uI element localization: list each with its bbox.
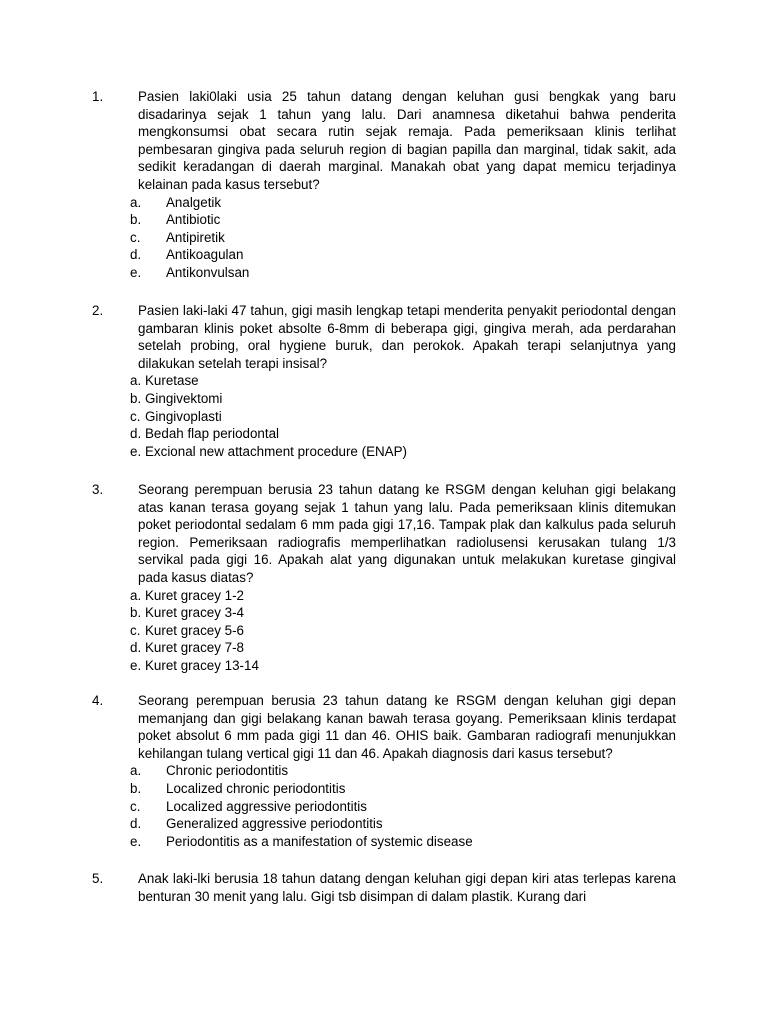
- option-text: Kuretase: [145, 373, 199, 389]
- option-text: Kuret gracey 1-2: [145, 587, 244, 603]
- question-text: Seorang perempuan berusia 23 tahun datang ke RSGM dengan keluhan gigi depan memanjang dan gigi belakang kanan bawah terasa goyang. Pemeriksaan klinis terdapat poket absolut 6 mm pada gigi 11 dan 46. OHIS baik. Gambaran radiografi menunjukkan kehilangan tulang vertical gigi 11 dan 46. Apakah diagnosis dari kasus tersebut?: [138, 693, 676, 761]
- option-text: Kuret gracey 7-8: [145, 640, 244, 656]
- question-3: [92, 481, 676, 675]
- question-text: Pasien laki-laki 47 tahun, gigi masih lengkap tetapi menderita penyakit periodontal dengan gambaran klinis poket absolte 6-8mm di beberapa gigi, gingiva merah, ada perdarahan setelah probing, oral hygiene buruk, dan perokok. Apakah terapi selanjutnya yang dilakukan setelah terapi insisal?: [138, 303, 676, 371]
- question-number: 1.: [92, 89, 104, 104]
- option-label: d.: [130, 640, 142, 656]
- option-e: [92, 657, 676, 675]
- option-text: Chronic periodontitis: [166, 763, 289, 779]
- question-4: [92, 692, 676, 850]
- option-label: a.: [130, 587, 142, 603]
- option-text: Antibiotic: [166, 212, 221, 228]
- option-a: [92, 372, 676, 390]
- option-e: [92, 443, 676, 461]
- option-a: [92, 762, 676, 780]
- option-c: [92, 622, 676, 640]
- option-text: Periodontitis as a manifestation of systemic disease: [166, 833, 473, 849]
- option-a: [92, 587, 676, 605]
- question-1: [92, 88, 676, 282]
- option-label: c.: [130, 229, 141, 245]
- option-label: e.: [130, 264, 142, 280]
- option-text: Kuret gracey 5-6: [145, 622, 244, 638]
- option-text: Excional new attachment procedure (ENAP): [145, 443, 407, 459]
- option-b: [92, 211, 676, 229]
- option-label: b.: [130, 605, 142, 621]
- question-number: 5.: [92, 871, 104, 886]
- option-text: Gingivektomi: [145, 390, 223, 406]
- option-label: a.: [130, 763, 142, 779]
- option-text: Gingivoplasti: [145, 408, 222, 424]
- option-label: d.: [130, 426, 142, 442]
- question-text: Pasien laki0laki usia 25 tahun datang dengan keluhan gusi bengkak yang baru disadarinya sejak 1 tahun yang lalu. Dari anamnesa diketahui bahwa penderita mengkonsumsi obat secara rutin sejak remaja. Pada pemeriksaan klinis terlihat pembesaran gingiva pada seluruh region di bagian papilla dan marginal, tidak sakit, ada sedikit keradangan di daerah marginal. Manakah obat yang dapat memicu terjadinya kelainan pada kasus tersebut?: [138, 89, 676, 192]
- option-text: Kuret gracey 3-4: [145, 605, 244, 621]
- option-b: [92, 390, 676, 408]
- option-e: [92, 833, 676, 851]
- option-d: [92, 815, 676, 833]
- option-label: e.: [130, 833, 142, 849]
- question-text: Seorang perempuan berusia 23 tahun datang ke RSGM dengan keluhan gigi belakang atas kanan terasa goyang sejak 1 tahun yang lalu. Pada pemeriksaan klinis ditemukan poket periodontal sedalam 6 mm pada gigi 17,16. Tampak plak dan kalkulus pada seluruh region. Pemeriksaan radiografis memperlihatkan radiolusensi kerusakan tulang 1/3 servikal pada gigi 16. Apakah alat yang digunakan untuk melakukan kuretase gingival pada kasus diatas?: [138, 482, 676, 585]
- option-b: [92, 780, 676, 798]
- option-text: Antikoagulan: [166, 247, 244, 263]
- option-text: Analgetik: [166, 194, 222, 210]
- option-label: c.: [130, 798, 141, 814]
- option-label: e.: [130, 657, 142, 673]
- question-text: Anak laki-lki berusia 18 tahun datang dengan keluhan gigi depan kiri atas terlepas karena benturan 30 menit yang lalu. Gigi tsb disimpan di dalam plastik. Kurang dari: [138, 871, 676, 904]
- option-d: [92, 639, 676, 657]
- option-label: a.: [130, 194, 142, 210]
- option-label: b.: [130, 780, 142, 796]
- option-label: b.: [130, 212, 142, 228]
- question-2: [92, 302, 676, 460]
- option-label: d.: [130, 816, 142, 832]
- option-a: [92, 194, 676, 212]
- option-b: [92, 604, 676, 622]
- option-c: [92, 229, 676, 247]
- option-label: e.: [130, 443, 142, 459]
- question-number: 3.: [92, 482, 104, 497]
- option-label: b.: [130, 390, 142, 406]
- option-text: Generalized aggressive periodontitis: [166, 816, 383, 832]
- option-text: Kuret gracey 13-14: [145, 657, 259, 673]
- option-text: Bedah flap periodontal: [145, 426, 280, 442]
- option-d: [92, 246, 676, 264]
- option-e: [92, 264, 676, 282]
- option-c: [92, 798, 676, 816]
- question-number: 4.: [92, 693, 104, 708]
- option-text: Antikonvulsan: [166, 264, 250, 280]
- question-number: 2.: [92, 303, 104, 318]
- option-text: Localized chronic periodontitis: [166, 780, 346, 796]
- option-label: d.: [130, 247, 142, 263]
- option-c: [92, 408, 676, 426]
- option-text: Antipiretik: [166, 229, 225, 245]
- option-label: c.: [130, 622, 141, 638]
- question-5: [92, 870, 676, 905]
- option-label: c.: [130, 408, 141, 424]
- option-label: a.: [130, 373, 142, 389]
- option-text: Localized aggressive periodontitis: [166, 798, 367, 814]
- option-d: [92, 425, 676, 443]
